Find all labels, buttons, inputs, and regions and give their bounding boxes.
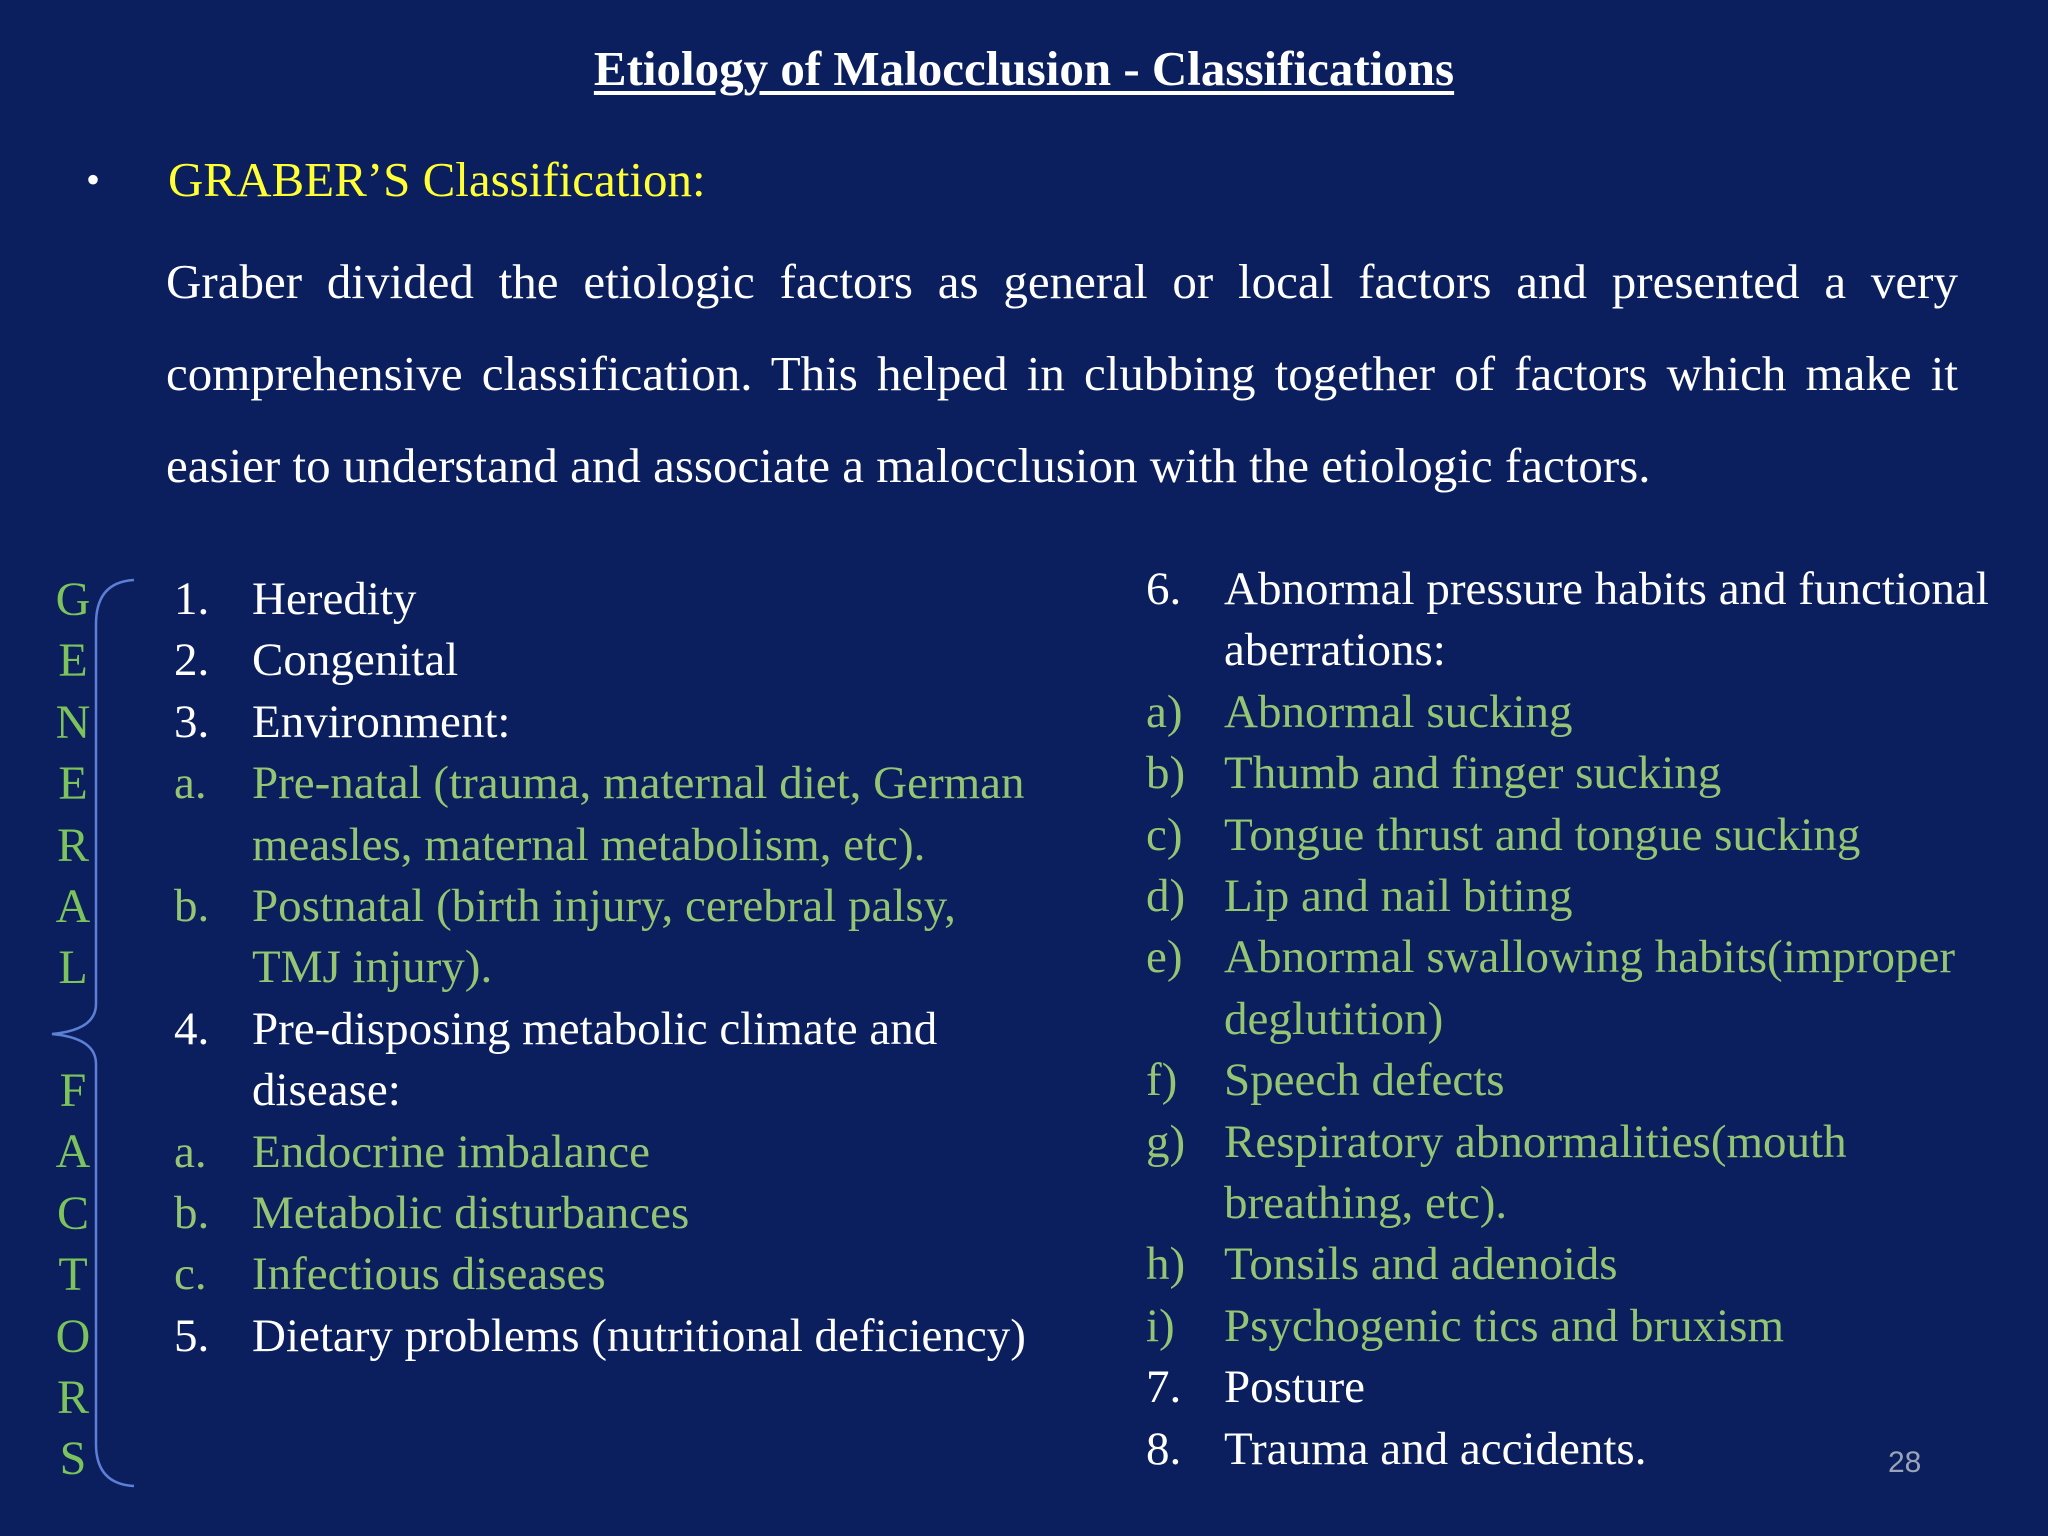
- list-item: [174, 630, 1034, 691]
- list-marker: 5.: [174, 1309, 210, 1362]
- vertical-letter: F: [59, 1064, 87, 1117]
- list-marker: b.: [174, 880, 210, 933]
- list-item-text: Endocrine imbalance: [252, 1125, 651, 1178]
- list-item: [174, 1183, 1034, 1244]
- list-item: [1146, 743, 1996, 804]
- vertical-letter: A: [55, 880, 91, 934]
- bullet-heading-row: [86, 148, 706, 210]
- vertical-letter: C: [56, 1186, 89, 1240]
- list-item: [1146, 805, 1996, 866]
- list-item: [1146, 1112, 1996, 1235]
- list-marker: 2.: [174, 634, 210, 687]
- page-number: 28: [1888, 1446, 1922, 1479]
- list-item: [174, 1122, 1034, 1183]
- list-marker: h): [1146, 1238, 1186, 1291]
- list-marker: 1.: [174, 573, 210, 625]
- list-marker: e): [1146, 931, 1183, 984]
- list-item-text: Metabolic disturbances: [252, 1187, 690, 1240]
- list-item-text: Speech defects: [1224, 1054, 1505, 1107]
- list-item: [1146, 559, 1996, 682]
- list-marker: 7.: [1146, 1361, 1182, 1414]
- vertical-letter: G: [55, 573, 91, 626]
- list-item-text: Thumb and finger sucking: [1224, 747, 1722, 800]
- list-item: [1146, 1050, 1996, 1111]
- list-item-text: Abnormal pressure habits and functional aberrations:: [1224, 563, 1989, 677]
- list-marker: d): [1146, 870, 1186, 923]
- list-marker: 4.: [174, 1002, 210, 1055]
- list-item-text: Posture: [1224, 1361, 1365, 1414]
- list-item-text: Postnatal (birth injury, cerebral palsy, TMJ injury).: [252, 880, 956, 994]
- list-item-text: Heredity: [252, 573, 417, 625]
- list-marker: 8.: [1146, 1422, 1182, 1475]
- list-item: [1146, 1357, 1996, 1418]
- list-marker: a): [1146, 685, 1183, 738]
- vertical-letter: E: [58, 757, 88, 811]
- list-marker: g): [1146, 1115, 1186, 1168]
- vertical-letter: A: [55, 1125, 91, 1179]
- list-marker: c): [1146, 808, 1183, 861]
- list-item-text: Tonsils and adenoids: [1224, 1238, 1618, 1291]
- list-item-text: Psychogenic tics and bruxism: [1224, 1299, 1785, 1352]
- list-marker: a.: [174, 757, 207, 810]
- vertical-letter: O: [55, 1309, 91, 1363]
- list-marker: b.: [174, 1187, 210, 1240]
- list-item-text: Abnormal sucking: [1224, 685, 1573, 738]
- list-item: [174, 753, 1034, 876]
- list-item: [174, 569, 1034, 630]
- list-item: [174, 1244, 1034, 1305]
- list-marker: c.: [174, 1248, 207, 1301]
- list-item-text: Respiratory abnormalities(mouth breathing, etc).: [1224, 1115, 1847, 1230]
- list-item-text: Trauma and accidents.: [1224, 1422, 1647, 1475]
- vertical-letter: R: [56, 818, 89, 872]
- list-marker: b): [1146, 747, 1186, 800]
- list-marker: i): [1146, 1299, 1175, 1352]
- vertical-letter: N: [55, 695, 91, 749]
- list-item-text: Pre-disposing metabolic climate and disease:: [252, 1002, 938, 1117]
- vertical-letter: E: [58, 634, 88, 688]
- list-item: [1146, 1419, 1996, 1480]
- list-item: [1146, 1234, 1996, 1295]
- list-marker: f): [1146, 1054, 1178, 1107]
- list-item-text: Tongue thrust and tongue sucking: [1224, 808, 1861, 861]
- list-item-text: Lip and nail biting: [1224, 870, 1573, 923]
- vertical-letter: S: [59, 1432, 87, 1486]
- vertical-letter: L: [58, 941, 88, 995]
- classification-heading: GRABER’S Classification:: [168, 151, 706, 207]
- list-item: [1146, 927, 1996, 1050]
- list-item-text: Dietary problems (nutritional deficiency): [252, 1309, 1026, 1362]
- right-factor-list: [1146, 559, 1996, 1480]
- bullet-icon: •: [86, 156, 101, 202]
- list-marker: a.: [174, 1125, 207, 1178]
- list-item-text: Infectious diseases: [252, 1248, 606, 1301]
- slide-title: Etiology of Malocclusion - Classifications: [593, 41, 1455, 96]
- list-item: [174, 1306, 1034, 1367]
- list-item-text: Congenital: [252, 634, 459, 687]
- left-factor-list: [174, 569, 1034, 1367]
- list-item: [1146, 1296, 1996, 1357]
- intro-paragraph: Graber divided the etiologic factors as general or local factors and presented a very comprehensive classification. This helped in clubbing together of factors which make it easier to understand and associate a malocclusion with the etiologic factors.: [166, 254, 1958, 493]
- list-item: [174, 692, 1034, 753]
- list-item-text: Pre-natal (trauma, maternal diet, German measles, maternal metabolism, etc).: [252, 757, 1025, 871]
- curly-brace-icon: [44, 578, 140, 1490]
- vertical-letter: R: [56, 1371, 89, 1425]
- vertical-letter: T: [58, 1248, 88, 1302]
- list-marker: 3.: [174, 695, 210, 748]
- list-item: [1146, 682, 1996, 743]
- list-marker: 6.: [1146, 563, 1182, 615]
- list-item: [174, 876, 1034, 999]
- list-item: [174, 999, 1034, 1122]
- list-item-text: Environment:: [252, 695, 511, 748]
- list-item: [1146, 866, 1996, 927]
- list-item-text: Abnormal swallowing habits(improper deglutition): [1224, 931, 1955, 1045]
